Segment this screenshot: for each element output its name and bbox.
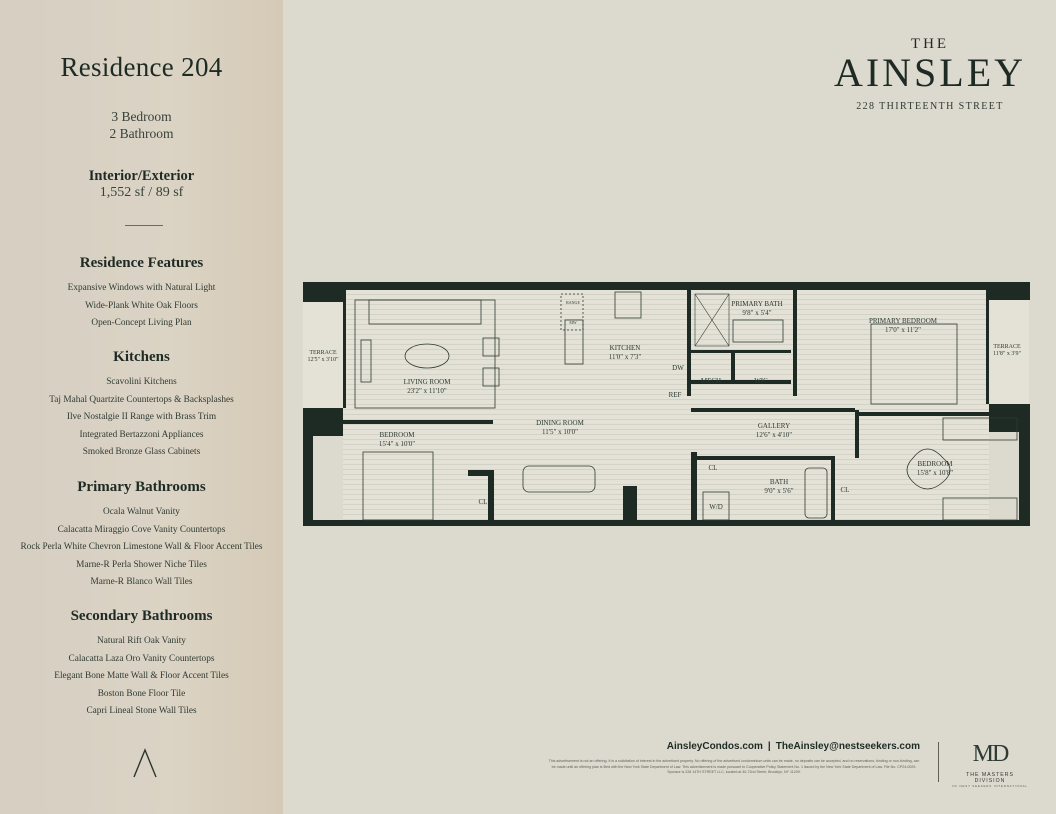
feature-item: Ilve Nostalgie II Range with Brass Trim: [66, 412, 217, 422]
room-dims: 11'8" x 3'9": [993, 351, 1021, 357]
feature-item: Marne-R Perla Shower Niche Tiles: [76, 559, 207, 570]
tag-mw: MW: [569, 320, 577, 325]
room-dims: 23'2" x 11'10": [407, 387, 447, 395]
section-heading-kitchens: Kitchens: [113, 349, 170, 365]
feature-item: Elegant Bone Matte Wall & Floor Accent Tiles: [54, 671, 229, 681]
room-dims: 9'8" x 5'4": [742, 309, 772, 317]
kitchens-list: [0, 374, 283, 462]
md-logo-sub: OF NEST SEEKERS INTERNATIONAL: [952, 784, 1028, 788]
feature-item: Open-Concept Living Plan: [91, 318, 192, 328]
tag-mech: MECH: [700, 377, 722, 385]
legal-disclaimer: This advertisement is not an offering. It is a solicitation of interest in the advertised property. No offering of the advertised condominium units can be made, no deposits can be accepted, and no reservations, binding or non-binding, can be made until an offering plan is filed with the New York State Department of Law. This advertisement is made pursuant to Cooperative Policy Statement No. 1 issued by the New York State Department of Law. File No. CP24-0029. Sponsor is 228 14TH STREET LLC, located at 40-72nd Street, Brooklyn, NY 11209.: [548, 759, 920, 775]
section-heading-secondary-bathrooms: Secondary Bathrooms: [70, 608, 213, 624]
separator: |: [767, 741, 771, 752]
feature-item: Expansive Windows with Natural Light: [67, 283, 216, 293]
tag-wic: WIC: [754, 377, 768, 385]
md-logo-name: THE MASTERS DIVISION: [966, 772, 1014, 784]
brand-the: THE: [910, 36, 950, 52]
section-heading-primary-bathrooms: Primary Bathrooms: [77, 479, 206, 495]
feature-item: Natural Rift Oak Vanity: [97, 636, 186, 646]
footer-divider: [938, 742, 939, 782]
tag-ref: REF: [668, 391, 682, 399]
brand-address: 228 THIRTEENTH STREET: [856, 101, 1004, 112]
section-heading-residence-features: Residence Features: [79, 255, 204, 271]
room-dims: 15'8" x 10'8": [916, 469, 954, 477]
feature-item: Integrated Bertazzoni Appliances: [79, 429, 204, 440]
room-dims: 12'5" x 3'10": [307, 357, 339, 363]
room-dims: 17'0" x 11'2": [885, 326, 921, 334]
feature-item: Calacatta Laza Oro Vanity Countertops: [68, 653, 215, 664]
secondary-bathrooms-list: [0, 633, 283, 721]
brand-logo: [830, 36, 1030, 112]
sidebar: [0, 0, 283, 814]
interior-exterior-value: 1,552 sf / 89 sf: [99, 185, 184, 200]
feature-item: Ocala Walnut Vanity: [103, 507, 180, 517]
email-link[interactable]: TheAinsley@nestseekers.com: [775, 741, 920, 752]
room-dims: 12'6" x 4'10": [755, 431, 793, 439]
room-name: TERRACE: [309, 350, 337, 356]
divider: [125, 225, 163, 226]
residence-title: Residence 204: [60, 52, 223, 82]
interior-exterior-label: Interior/Exterior: [88, 168, 195, 184]
ainsley-a-logo-icon: [130, 748, 160, 778]
room-name: PRIMARY BATH: [731, 300, 783, 308]
room-name: BEDROOM: [917, 460, 953, 468]
residence-features-list: [0, 280, 283, 333]
feature-item: Calacatta Miraggio Cove Vanity Countertops: [57, 524, 226, 535]
room-name: LIVING ROOM: [403, 378, 451, 386]
tag-cl: CL: [478, 498, 488, 506]
room-dims: 15'4" x 10'0": [378, 440, 416, 448]
room-dims: 11'0" x 7'3": [608, 353, 642, 361]
feature-item: Wide-Plank White Oak Floors: [85, 300, 198, 311]
room-name: BEDROOM: [379, 431, 415, 439]
website-link[interactable]: AinsleyCondos.com: [666, 741, 763, 752]
room-name: TERRACE: [993, 344, 1021, 350]
feature-item: Marne-R Blanco Wall Tiles: [90, 577, 193, 587]
tag-cl: CL: [708, 464, 718, 472]
room-dims: 9'0" x 5'6": [764, 487, 794, 495]
footer-links: [640, 741, 920, 752]
feature-item: Rock Perla White Chevron Limestone Wall & Floor Accent Tiles: [20, 542, 263, 552]
bedroom-count: 3 Bedroom: [111, 109, 172, 124]
room-name: KITCHEN: [609, 344, 641, 352]
bathroom-count: 2 Bathroom: [109, 126, 174, 141]
feature-item: Taj Mahal Quartzite Countertops & Backsplashes: [49, 394, 234, 405]
tag-range: RANGE: [566, 300, 580, 305]
feature-item: Capri Lineal Stone Wall Tiles: [86, 706, 197, 716]
brand-name: AINSLEY: [833, 50, 1027, 95]
tag-dw: DW: [672, 364, 684, 372]
floor-plan: [303, 280, 1033, 542]
primary-bathrooms-list: [0, 504, 283, 592]
tag-cl: CL: [840, 486, 850, 494]
room-name: DINING ROOM: [536, 419, 584, 427]
feature-item: Boston Bone Floor Tile: [97, 688, 186, 699]
room-name: PRIMARY BEDROOM: [868, 317, 938, 325]
room-name: GALLERY: [757, 422, 791, 430]
masters-division-logo: [950, 740, 1030, 788]
room-name: BATH: [769, 478, 789, 486]
tag-wd: W/D: [709, 503, 723, 511]
md-logo-mark: MD: [972, 741, 1008, 767]
feature-item: Smoked Bronze Glass Cabinets: [82, 447, 201, 457]
feature-item: Scavolini Kitchens: [106, 377, 177, 387]
room-dims: 11'5" x 10'0": [542, 428, 578, 436]
